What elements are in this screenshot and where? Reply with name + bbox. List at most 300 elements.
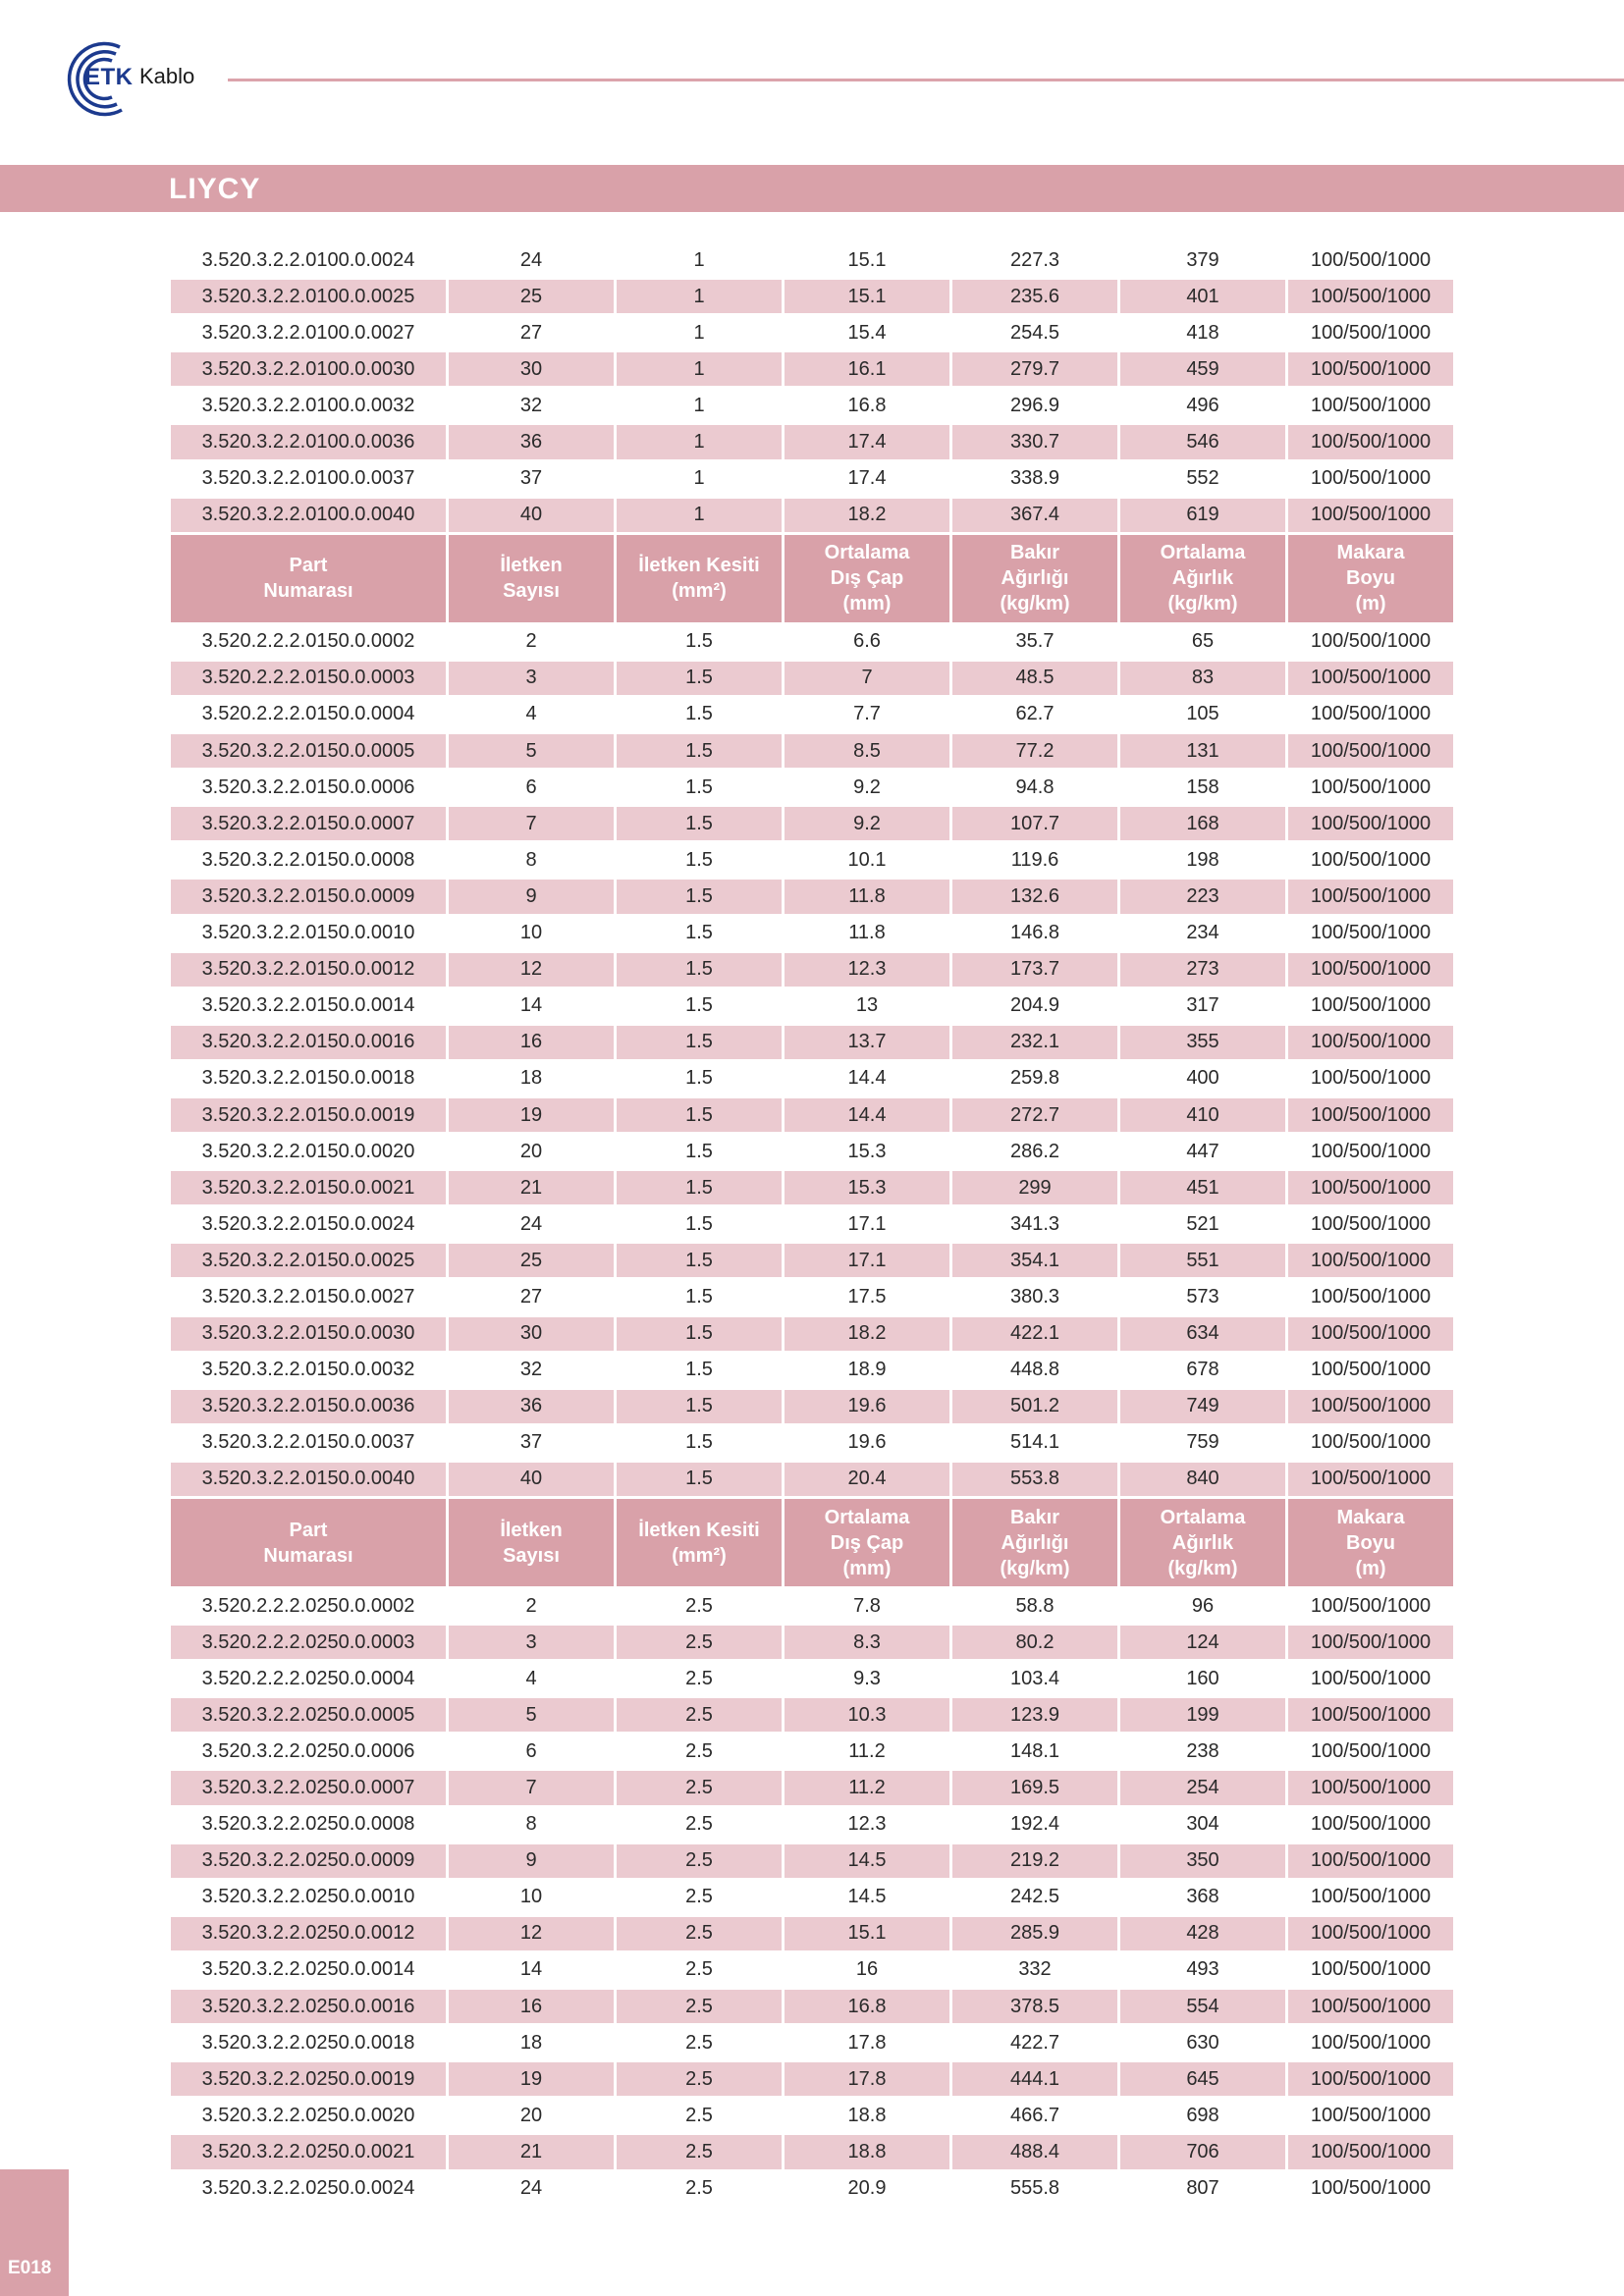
table-cell: 100/500/1000: [1288, 1735, 1453, 1771]
table-cell: 35.7: [952, 625, 1117, 662]
table-cell: 3.520.3.2.2.0150.0.0005: [171, 734, 446, 771]
table-cell: 17.8: [785, 2062, 949, 2099]
table-cell: 3.520.3.2.2.0150.0.0027: [171, 1280, 446, 1316]
table-cell: 3.520.3.2.2.0250.0.0005: [171, 1698, 446, 1735]
column-header-line: (kg/km): [1167, 1557, 1238, 1579]
table-cell: 7: [785, 662, 949, 698]
table-cell: 1: [617, 462, 782, 499]
logo-name: Kablo: [139, 64, 195, 88]
table-cell: 273: [1120, 953, 1285, 989]
table-cell: 14: [449, 1953, 614, 1990]
table-cell: 100/500/1000: [1288, 1463, 1453, 1499]
table-cell: 40: [449, 1463, 614, 1499]
table-cell: 1: [617, 499, 782, 535]
table-cell: 447: [1120, 1135, 1285, 1171]
table-cell: 1: [617, 389, 782, 425]
table-cell: 32: [449, 389, 614, 425]
table-cell: 100/500/1000: [1288, 2026, 1453, 2062]
table-cell: 1: [617, 280, 782, 316]
table-cell: 368: [1120, 1881, 1285, 1917]
table-cell: 5: [449, 734, 614, 771]
table-cell: 8: [449, 1808, 614, 1844]
column-header-line: Bakır: [1009, 542, 1060, 564]
table-cell: 100/500/1000: [1288, 807, 1453, 843]
table-cell: 1.5: [617, 880, 782, 916]
table-cell: 24: [449, 2172, 614, 2209]
table-cell: 100/500/1000: [1288, 1280, 1453, 1316]
table-cell: 3.520.3.2.2.0150.0.0030: [171, 1317, 446, 1354]
table-row: [171, 1917, 1453, 1953]
table-cell: 100/500/1000: [1288, 880, 1453, 916]
table-cell: 10: [449, 917, 614, 953]
section-title: LIYCY: [169, 173, 261, 205]
column-header-line: İletken Kesiti: [638, 555, 760, 577]
table-cell: 100/500/1000: [1288, 771, 1453, 807]
table-cell: 3.520.3.2.2.0150.0.0016: [171, 1026, 446, 1062]
table-cell: 1.5: [617, 1171, 782, 1207]
table-cell: 338.9: [952, 462, 1117, 499]
table-cell: 259.8: [952, 1062, 1117, 1098]
column-header: [1288, 535, 1453, 625]
table-cell: 11.8: [785, 880, 949, 916]
table-cell: 3.520.3.2.2.0100.0.0025: [171, 280, 446, 316]
table-cell: 18.8: [785, 2099, 949, 2135]
table-cell: 100/500/1000: [1288, 1662, 1453, 1698]
table-cell: 100/500/1000: [1288, 1098, 1453, 1135]
table-cell: 350: [1120, 1844, 1285, 1881]
table-cell: 119.6: [952, 843, 1117, 880]
table-row: [171, 1953, 1453, 1990]
table-cell: 7: [449, 807, 614, 843]
column-header-line: Ağırlığı: [1001, 567, 1069, 590]
table-header-row: [171, 1499, 1453, 1589]
table-cell: 3.520.3.2.2.0100.0.0036: [171, 425, 446, 461]
table-cell: 100/500/1000: [1288, 1062, 1453, 1098]
column-header: [952, 535, 1117, 625]
table-cell: 1.5: [617, 1354, 782, 1390]
table-row: [171, 1626, 1453, 1662]
column-header-line: Boyu: [1346, 1531, 1395, 1554]
table-cell: 100/500/1000: [1288, 1953, 1453, 1990]
table-cell: 20.9: [785, 2172, 949, 2209]
column-header: [171, 1499, 446, 1589]
table-cell: 168: [1120, 807, 1285, 843]
table-cell: 6: [449, 1735, 614, 1771]
table-row: [171, 1808, 1453, 1844]
table-row: [171, 2026, 1453, 2062]
table-row: [171, 1990, 1453, 2026]
table-row: [171, 989, 1453, 1026]
table-cell: 3.520.3.2.2.0150.0.0020: [171, 1135, 446, 1171]
table-row: [171, 1698, 1453, 1735]
table-cell: 100/500/1000: [1288, 989, 1453, 1026]
table-cell: 65: [1120, 625, 1285, 662]
table-cell: 16.1: [785, 352, 949, 389]
table-cell: 132.6: [952, 880, 1117, 916]
table-cell: 7: [449, 1771, 614, 1807]
table-cell: 1.5: [617, 1390, 782, 1426]
table-cell: 8: [449, 843, 614, 880]
table-cell: 2.5: [617, 2026, 782, 2062]
table-cell: 25: [449, 1244, 614, 1280]
column-header: [1120, 1499, 1285, 1589]
table-cell: 20.4: [785, 1463, 949, 1499]
table-cell: 15.4: [785, 316, 949, 352]
table-cell: 7.7: [785, 698, 949, 734]
table-cell: 238: [1120, 1735, 1285, 1771]
table-cell: 100/500/1000: [1288, 425, 1453, 461]
table-row: [171, 1098, 1453, 1135]
table-cell: 2.5: [617, 1990, 782, 2026]
table-cell: 100/500/1000: [1288, 2062, 1453, 2099]
table-cell: 3.520.3.2.2.0250.0.0010: [171, 1881, 446, 1917]
table-row: [171, 771, 1453, 807]
table-row: [171, 1354, 1453, 1390]
table-cell: 2.5: [617, 1953, 782, 1990]
table-cell: 11.2: [785, 1735, 949, 1771]
table-row: [171, 1463, 1453, 1499]
table-cell: 198: [1120, 843, 1285, 880]
table-cell: 678: [1120, 1354, 1285, 1390]
table-row: [171, 1589, 1453, 1626]
column-header-line: Ağırlık: [1171, 1531, 1234, 1554]
table-cell: 19: [449, 2062, 614, 2099]
table-cell: 14.5: [785, 1881, 949, 1917]
table-cell: 1.5: [617, 1280, 782, 1316]
table-cell: 3.520.2.2.2.0150.0.0003: [171, 662, 446, 698]
table-cell: 199: [1120, 1698, 1285, 1735]
table-cell: 521: [1120, 1207, 1285, 1244]
column-header-line: Numarası: [263, 1544, 353, 1567]
table-cell: 9.2: [785, 807, 949, 843]
column-header-line: İletken: [500, 1519, 563, 1541]
table-cell: 1.5: [617, 1135, 782, 1171]
table-cell: 8.5: [785, 734, 949, 771]
column-header-line: (m): [1355, 593, 1386, 615]
table-cell: 107.7: [952, 807, 1117, 843]
table-cell: 341.3: [952, 1207, 1117, 1244]
table-cell: 160: [1120, 1662, 1285, 1698]
column-header-line: Part: [289, 1519, 328, 1541]
table-cell: 5: [449, 1698, 614, 1735]
table-cell: 573: [1120, 1280, 1285, 1316]
column-header: [449, 1499, 614, 1589]
table-row: [171, 880, 1453, 916]
table-cell: 1.5: [617, 662, 782, 698]
table-cell: 3.520.3.2.2.0250.0.0016: [171, 1990, 446, 2026]
table-cell: 706: [1120, 2135, 1285, 2171]
table-row: [171, 698, 1453, 734]
table-cell: 18: [449, 2026, 614, 2062]
table-cell: 13.7: [785, 1026, 949, 1062]
table-cell: 19.6: [785, 1426, 949, 1463]
table-cell: 304: [1120, 1808, 1285, 1844]
table-cell: 3.520.3.2.2.0150.0.0009: [171, 880, 446, 916]
table-cell: 551: [1120, 1244, 1285, 1280]
table-cell: 32: [449, 1354, 614, 1390]
table-row: [171, 625, 1453, 662]
table-cell: 18.8: [785, 2135, 949, 2171]
column-header-line: Ağırlığı: [1001, 1531, 1069, 1554]
table-cell: 15.3: [785, 1171, 949, 1207]
table-cell: 100/500/1000: [1288, 316, 1453, 352]
table-cell: 16: [785, 1953, 949, 1990]
table-cell: 227.3: [952, 243, 1117, 280]
table-row: [171, 316, 1453, 352]
table-cell: 555.8: [952, 2172, 1117, 2209]
column-header-line: Dış Çap: [830, 567, 904, 590]
table-cell: 18: [449, 1062, 614, 1098]
table-cell: 451: [1120, 1171, 1285, 1207]
table-row: [171, 1135, 1453, 1171]
table-cell: 286.2: [952, 1135, 1117, 1171]
table-cell: 24: [449, 1207, 614, 1244]
table-cell: 100/500/1000: [1288, 1698, 1453, 1735]
table-cell: 20: [449, 2099, 614, 2135]
table-cell: 146.8: [952, 917, 1117, 953]
table-cell: 1.5: [617, 1207, 782, 1244]
table-cell: 3.520.2.2.2.0250.0.0004: [171, 1662, 446, 1698]
table-cell: 10: [449, 1881, 614, 1917]
table-cell: 3.520.2.2.2.0150.0.0002: [171, 625, 446, 662]
table-cell: 18.9: [785, 1354, 949, 1390]
table-row: [171, 2099, 1453, 2135]
table-cell: 3.520.3.2.2.0250.0.0018: [171, 2026, 446, 2062]
table-cell: 3.520.3.2.2.0150.0.0018: [171, 1062, 446, 1098]
table-cell: 3.520.3.2.2.0150.0.0014: [171, 989, 446, 1026]
table-cell: 17.4: [785, 462, 949, 499]
table-cell: 807: [1120, 2172, 1285, 2209]
table-cell: 124: [1120, 1626, 1285, 1662]
table-cell: 1.5: [617, 625, 782, 662]
column-header-line: Boyu: [1346, 567, 1395, 590]
table-cell: 30: [449, 352, 614, 389]
table-cell: 173.7: [952, 953, 1117, 989]
column-header: [785, 1499, 949, 1589]
table-cell: 7.8: [785, 1589, 949, 1626]
table-cell: 100/500/1000: [1288, 1244, 1453, 1280]
table-cell: 634: [1120, 1317, 1285, 1354]
column-header: [617, 535, 782, 625]
table-cell: 698: [1120, 2099, 1285, 2135]
table-cell: 3.520.3.2.2.0100.0.0027: [171, 316, 446, 352]
column-header-line: Makara: [1336, 542, 1405, 564]
table-cell: 3.520.3.2.2.0250.0.0009: [171, 1844, 446, 1881]
column-header-line: Ağırlık: [1171, 567, 1234, 590]
table-cell: 12: [449, 1917, 614, 1953]
table-cell: 3.520.3.2.2.0100.0.0040: [171, 499, 446, 535]
table-cell: 459: [1120, 352, 1285, 389]
table-cell: 100/500/1000: [1288, 1026, 1453, 1062]
table-cell: 169.5: [952, 1771, 1117, 1807]
table-cell: 3.520.3.2.2.0150.0.0021: [171, 1171, 446, 1207]
table-cell: 1.5: [617, 1026, 782, 1062]
table-cell: 317: [1120, 989, 1285, 1026]
table-cell: 2: [449, 1589, 614, 1626]
table-cell: 1.5: [617, 1317, 782, 1354]
table-cell: 3.520.3.2.2.0150.0.0037: [171, 1426, 446, 1463]
table-cell: 645: [1120, 2062, 1285, 2099]
table-cell: 19.6: [785, 1390, 949, 1426]
column-header-line: Ortalama: [824, 542, 910, 564]
column-header-line: İletken Kesiti: [638, 1519, 760, 1541]
table-cell: 2.5: [617, 1917, 782, 1953]
table-cell: 37: [449, 462, 614, 499]
table-cell: 3.520.3.2.2.0250.0.0007: [171, 1771, 446, 1807]
table-cell: 100/500/1000: [1288, 1171, 1453, 1207]
table-cell: 8.3: [785, 1626, 949, 1662]
logo-mark: ETK: [84, 64, 134, 90]
table-cell: 9.2: [785, 771, 949, 807]
table-cell: 148.1: [952, 1735, 1117, 1771]
table-row: [171, 389, 1453, 425]
etk-kablo-logo: [51, 37, 208, 122]
table-cell: 123.9: [952, 1698, 1117, 1735]
column-header-line: Ortalama: [1160, 1506, 1246, 1528]
table-cell: 100/500/1000: [1288, 1354, 1453, 1390]
table-row: [171, 2172, 1453, 2209]
section-title-band: [0, 165, 1624, 212]
table-cell: 488.4: [952, 2135, 1117, 2171]
column-header: [952, 1499, 1117, 1589]
column-header-line: İletken: [500, 555, 563, 577]
table-cell: 100/500/1000: [1288, 662, 1453, 698]
table-cell: 1: [617, 316, 782, 352]
table-cell: 3.520.3.2.2.0250.0.0020: [171, 2099, 446, 2135]
table-row: [171, 807, 1453, 843]
table-cell: 272.7: [952, 1098, 1117, 1135]
table-cell: 77.2: [952, 734, 1117, 771]
table-cell: 13: [785, 989, 949, 1026]
table-cell: 3.520.2.2.2.0150.0.0004: [171, 698, 446, 734]
table-cell: 1.5: [617, 734, 782, 771]
table-cell: 3.520.3.2.2.0150.0.0036: [171, 1390, 446, 1426]
table-cell: 3.520.3.2.2.0150.0.0032: [171, 1354, 446, 1390]
table-cell: 2.5: [617, 1844, 782, 1881]
table-cell: 2.5: [617, 1808, 782, 1844]
column-header-line: Bakır: [1009, 1506, 1060, 1528]
table-cell: 100/500/1000: [1288, 499, 1453, 535]
table-cell: 19: [449, 1098, 614, 1135]
table-row: [171, 499, 1453, 535]
table-cell: 332: [952, 1953, 1117, 1990]
table-cell: 96: [1120, 1589, 1285, 1626]
table-cell: 48.5: [952, 662, 1117, 698]
table-cell: 242.5: [952, 1881, 1117, 1917]
table-cell: 36: [449, 1390, 614, 1426]
table-cell: 3: [449, 1626, 614, 1662]
table-cell: 9: [449, 880, 614, 916]
table-cell: 3.520.3.2.2.0150.0.0008: [171, 843, 446, 880]
table-cell: 58.8: [952, 1589, 1117, 1626]
table-cell: 158: [1120, 771, 1285, 807]
table-cell: 1.5: [617, 917, 782, 953]
table-row: [171, 953, 1453, 989]
table-cell: 100/500/1000: [1288, 843, 1453, 880]
table-cell: 100/500/1000: [1288, 1844, 1453, 1881]
table-cell: 17.1: [785, 1207, 949, 1244]
column-header: [1288, 1499, 1453, 1589]
column-header-line: (kg/km): [1000, 1557, 1070, 1579]
table-cell: 2.5: [617, 2135, 782, 2171]
table-cell: 17.5: [785, 1280, 949, 1316]
table-cell: 12.3: [785, 953, 949, 989]
table-row: [171, 352, 1453, 389]
table-cell: 3.520.3.2.2.0250.0.0021: [171, 2135, 446, 2171]
table-row: [171, 917, 1453, 953]
table-row: [171, 1026, 1453, 1062]
table-cell: 10.1: [785, 843, 949, 880]
table-cell: 11.8: [785, 917, 949, 953]
table-cell: 100/500/1000: [1288, 1917, 1453, 1953]
column-header-line: (mm): [842, 593, 892, 615]
table-cell: 27: [449, 316, 614, 352]
table-cell: 496: [1120, 389, 1285, 425]
table-cell: 219.2: [952, 1844, 1117, 1881]
table-cell: 2.5: [617, 1626, 782, 1662]
column-header-line: (mm²): [672, 1544, 727, 1567]
column-header-line: Sayısı: [503, 580, 560, 603]
table-cell: 3.520.3.2.2.0250.0.0019: [171, 2062, 446, 2099]
table-cell: 105: [1120, 698, 1285, 734]
table-cell: 100/500/1000: [1288, 1990, 1453, 2026]
table-cell: 3.520.3.2.2.0150.0.0012: [171, 953, 446, 989]
table-cell: 223: [1120, 880, 1285, 916]
table-cell: 428: [1120, 1917, 1285, 1953]
table-row: [171, 1317, 1453, 1354]
table-cell: 514.1: [952, 1426, 1117, 1463]
table-cell: 103.4: [952, 1662, 1117, 1698]
table-cell: 501.2: [952, 1390, 1117, 1426]
table-cell: 552: [1120, 462, 1285, 499]
table-cell: 100/500/1000: [1288, 1881, 1453, 1917]
table-cell: 3.520.3.2.2.0150.0.0019: [171, 1098, 446, 1135]
table-cell: 4: [449, 698, 614, 734]
table-cell: 448.8: [952, 1354, 1117, 1390]
table-cell: 18.2: [785, 499, 949, 535]
table-cell: 3.520.3.2.2.0100.0.0030: [171, 352, 446, 389]
table-cell: 25: [449, 280, 614, 316]
column-header-line: Sayısı: [503, 1544, 560, 1567]
table-cell: 30: [449, 1317, 614, 1354]
table-cell: 192.4: [952, 1808, 1117, 1844]
table-cell: 2.5: [617, 2099, 782, 2135]
table-row: [171, 843, 1453, 880]
column-header-line: Ortalama: [1160, 542, 1246, 564]
column-header-line: (mm²): [672, 580, 727, 603]
table-cell: 100/500/1000: [1288, 243, 1453, 280]
table-cell: 285.9: [952, 1917, 1117, 1953]
table-cell: 554: [1120, 1990, 1285, 2026]
table-cell: 235.6: [952, 280, 1117, 316]
table-cell: 16: [449, 1026, 614, 1062]
table-cell: 14.4: [785, 1098, 949, 1135]
table-cell: 749: [1120, 1390, 1285, 1426]
page-number: E018: [8, 2258, 52, 2278]
column-header-line: (mm): [842, 1557, 892, 1579]
table-cell: 11.2: [785, 1771, 949, 1807]
table-cell: 100/500/1000: [1288, 1771, 1453, 1807]
table-cell: 80.2: [952, 1626, 1117, 1662]
table-cell: 553.8: [952, 1463, 1117, 1499]
column-header-line: (m): [1355, 1557, 1386, 1579]
table-cell: 400: [1120, 1062, 1285, 1098]
table-row: [171, 1844, 1453, 1881]
table-cell: 17.4: [785, 425, 949, 461]
table-cell: 12.3: [785, 1808, 949, 1844]
table-cell: 3.520.3.2.2.0100.0.0032: [171, 389, 446, 425]
table-cell: 3.520.2.2.2.0250.0.0003: [171, 1626, 446, 1662]
